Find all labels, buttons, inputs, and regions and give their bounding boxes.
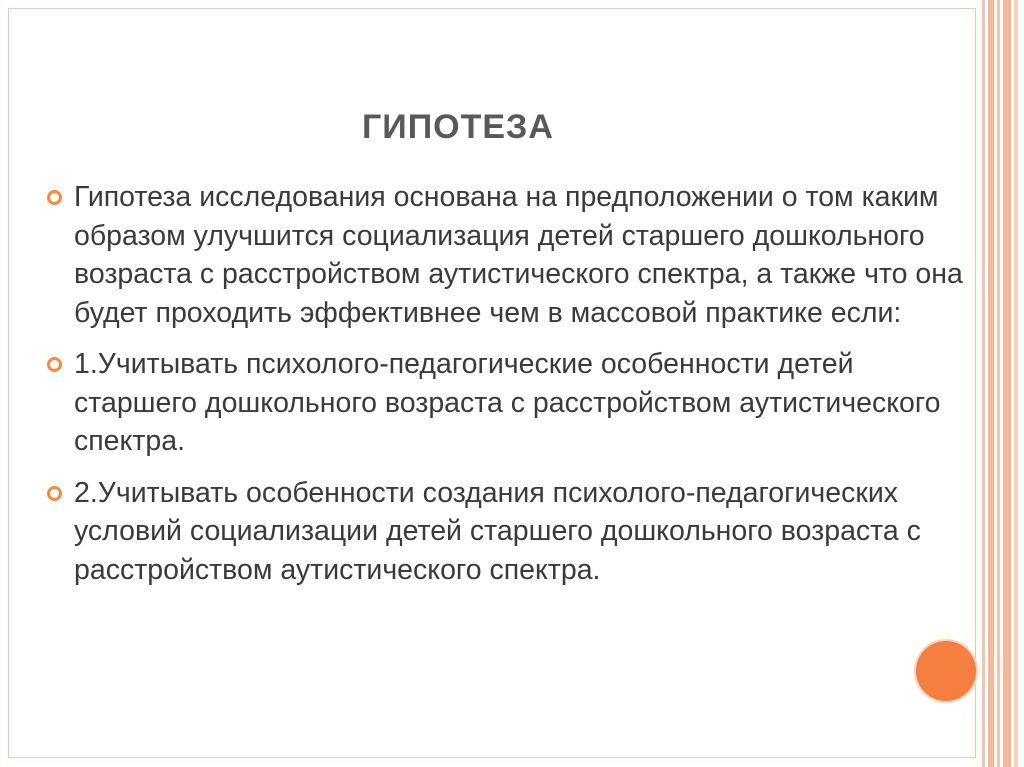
decorative-stripe	[997, 0, 1000, 767]
bullet-text: 2.Учитывать особенности создания психолого-педагогических условий социализации детей старшего дошкольного возраста с расстройством аутистического спектра.	[74, 476, 921, 586]
bullet-item	[44, 474, 964, 590]
bullet-text: 1.Учитывать психолого-педагогические особенности детей старшего дошкольного возраста с расстройством аутистического спектра.	[74, 348, 941, 457]
decorative-circle	[916, 641, 976, 701]
bullet-ring-icon	[47, 486, 62, 501]
bullet-list	[44, 178, 964, 602]
decorative-stripe	[988, 0, 994, 767]
decorative-stripe	[1014, 0, 1018, 767]
bullet-ring-icon	[47, 357, 62, 372]
slide-title: ГИПОТЕЗА	[362, 108, 554, 146]
decorative-stripe	[982, 0, 985, 767]
bullet-text: Гипотеза исследования основана на предположении о том каким образом улучшится социализация детей старшего дошкольного возраста с расстройством аутистического спектра, а также что она будет проходить эффективнее чем в массовой практике если:	[74, 181, 963, 329]
bullet-ring-icon	[47, 190, 62, 205]
decorative-stripe	[1003, 0, 1011, 767]
bullet-item	[44, 345, 964, 461]
bullet-item	[44, 178, 964, 332]
